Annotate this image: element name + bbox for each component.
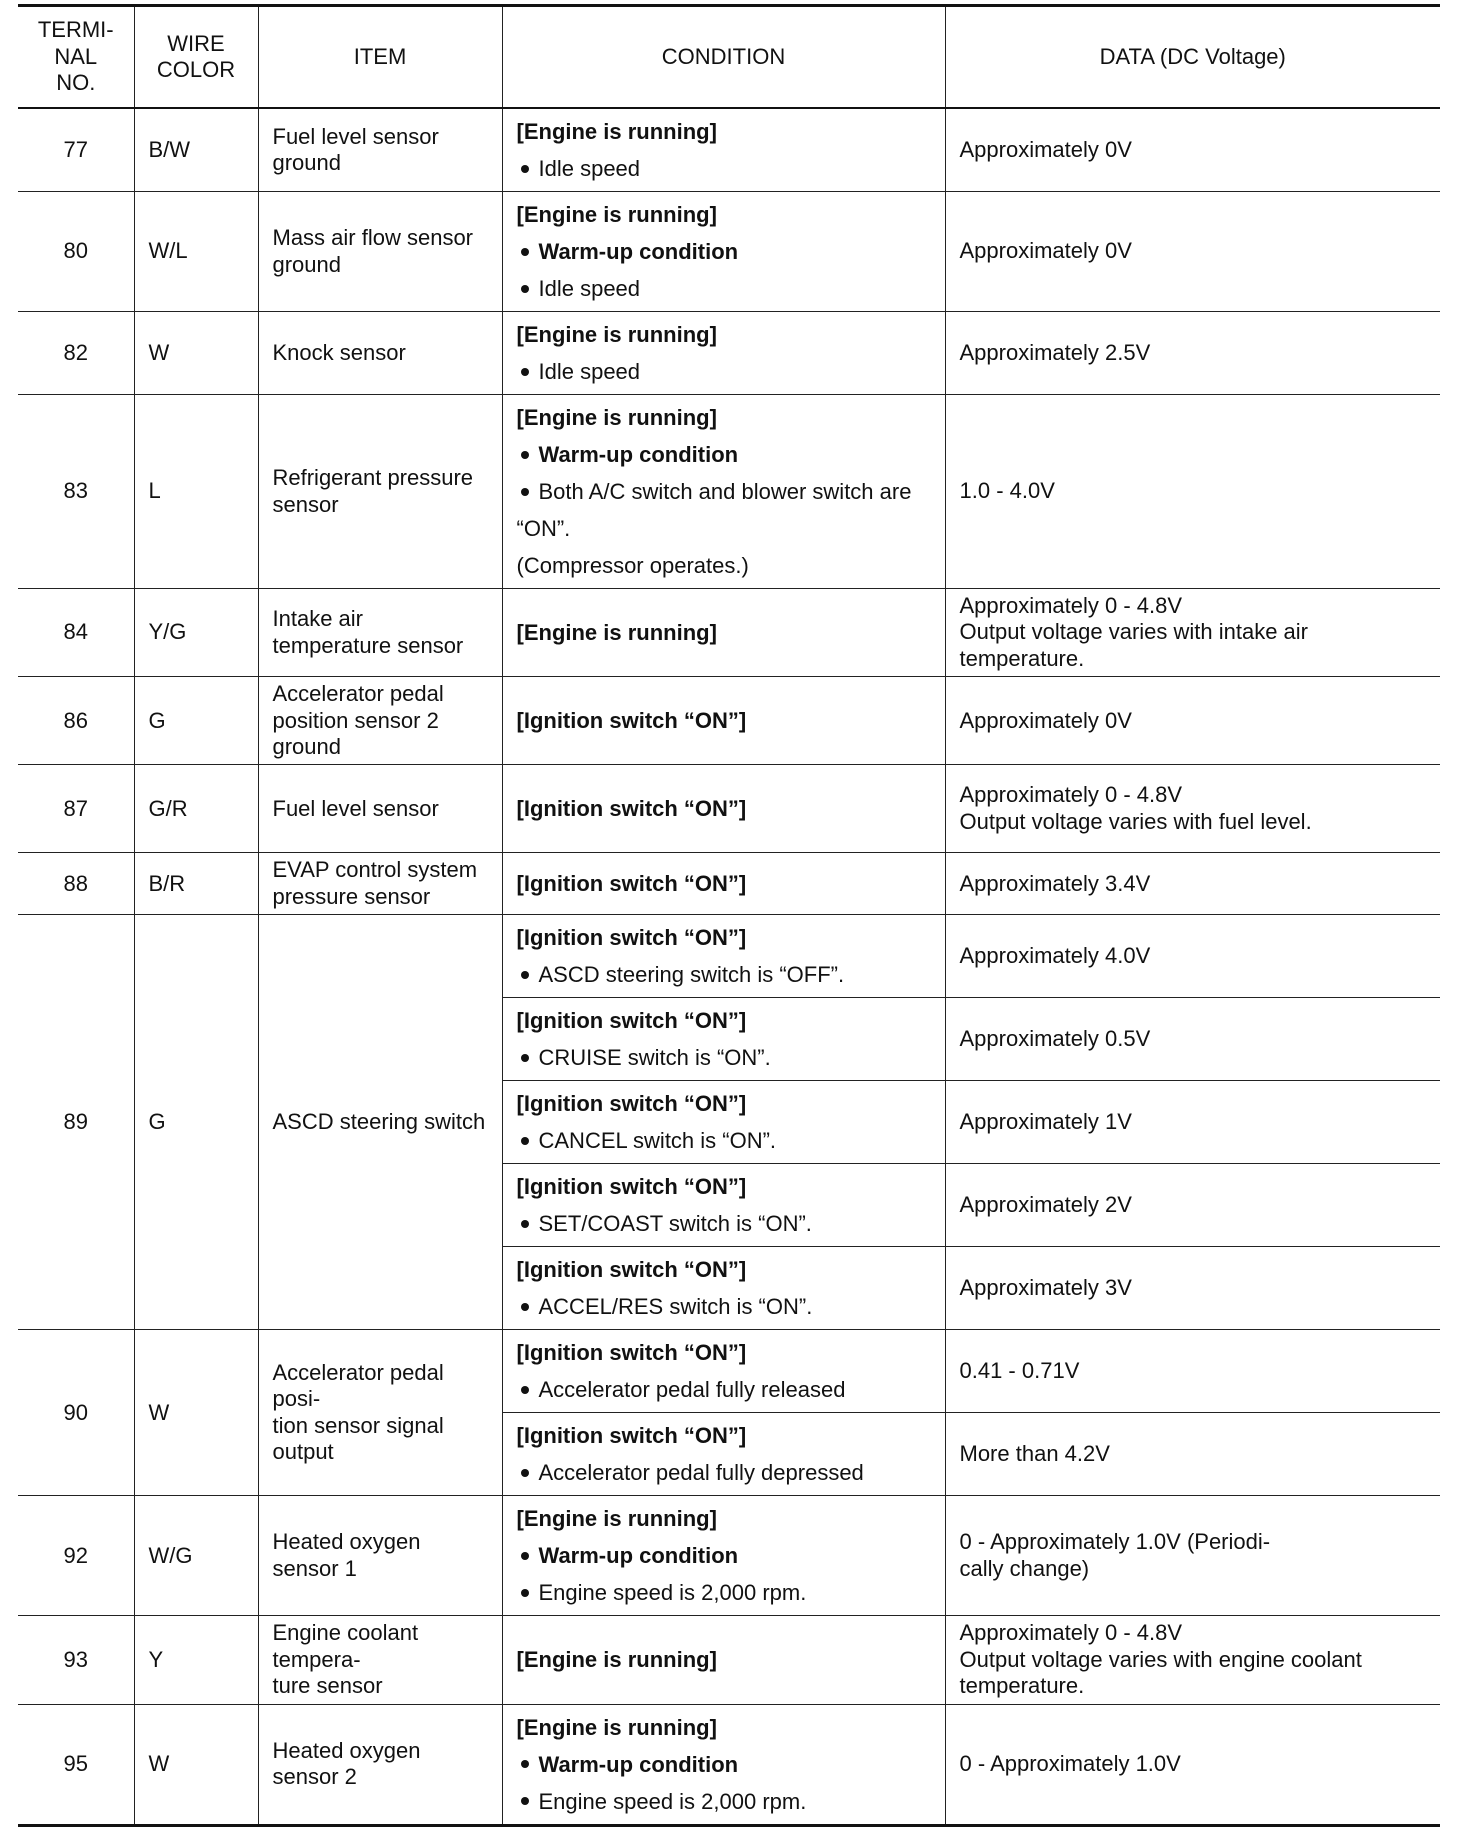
table-row [18,677,1440,765]
item: Knock sensor [258,312,502,395]
data-value: Approximately 0.5V [945,998,1440,1081]
data-value: Approximately 3.4V [945,853,1440,915]
bullet-icon [521,1760,529,1768]
bullet-icon [521,1054,529,1062]
condition-heading: [Engine is running] [516,1647,717,1673]
bullet-icon [521,971,529,979]
data-value: Approximately 0V [945,677,1440,765]
terminal-no: 77 [18,108,134,192]
condition-line: Warm-up condition [517,1537,931,1574]
table-row [18,1704,1440,1825]
condition [502,589,945,677]
bullet-icon [521,488,529,496]
bullet-icon [521,1589,529,1597]
wire-color: L [134,395,258,589]
terminal-no: 84 [18,589,134,677]
data-value: Approximately 0 - 4.8V Output voltage varies with intake air temperature. [945,589,1440,677]
bullet-icon [521,285,529,293]
table-row [18,1496,1440,1616]
header-data: DATA (DC Voltage) [945,6,1440,109]
table-row [18,312,1440,395]
table-row [18,589,1440,677]
item: Refrigerant pressure sensor [258,395,502,589]
condition [502,192,945,312]
data-value: Approximately 3V [945,1247,1440,1330]
condition [502,1247,945,1330]
condition-heading: [Ignition switch “ON”] [516,1174,747,1200]
item: Accelerator pedal posi- tion sensor signal output [258,1330,502,1496]
item: Heated oxygen sensor 1 [258,1496,502,1616]
condition [502,1496,945,1616]
condition-heading: [Ignition switch “ON”] [516,1091,747,1117]
wire-color: B/R [134,853,258,915]
condition [502,998,945,1081]
condition-heading: [Ignition switch “ON”] [516,1257,747,1283]
data-value: More than 4.2V [945,1413,1440,1496]
bullet-icon [521,1137,529,1145]
wire-color: W [134,1330,258,1496]
table-row [18,765,1440,853]
condition-heading: [Ignition switch “ON”] [516,1340,747,1366]
condition-line: CANCEL switch is “ON”. [517,1122,931,1159]
terminal-no: 82 [18,312,134,395]
header-wire-color: WIRE COLOR [134,6,258,109]
item: Fuel level sensor [258,765,502,853]
bullet-icon [521,1469,529,1477]
item: Intake air temperature sensor [258,589,502,677]
terminal-no: 83 [18,395,134,589]
condition [502,1616,945,1704]
condition [502,677,945,765]
condition-line: Idle speed [517,150,931,187]
terminal-no: 90 [18,1330,134,1496]
data-value: 0 - Approximately 1.0V [945,1704,1440,1825]
condition-heading: [Ignition switch “ON”] [516,1423,747,1449]
data-value: Approximately 2.5V [945,312,1440,395]
data-value: Approximately 0 - 4.8V Output voltage varies with engine coolant temperature. [945,1616,1440,1704]
wire-color: W [134,312,258,395]
condition-note: (Compressor operates.) [516,553,749,578]
condition-heading: [Engine is running] [516,1714,717,1740]
condition [502,1081,945,1164]
document-page [18,4,1440,1814]
data-value: 0 - Approximately 1.0V (Periodi- cally change) [945,1496,1440,1616]
data-value: 1.0 - 4.0V [945,395,1440,589]
wire-color: W/G [134,1496,258,1616]
header-terminal: TERMI- NAL NO. [18,6,134,109]
item: Accelerator pedal position sensor 2 ground [258,677,502,765]
data-value: Approximately 0 - 4.8V Output voltage varies with fuel level. [945,765,1440,853]
condition [502,1330,945,1413]
table-row [18,395,1440,589]
bullet-icon [521,1386,529,1394]
condition-line: ACCEL/RES switch is “ON”. [517,1288,931,1325]
table-row [18,1616,1440,1704]
condition [502,915,945,998]
table-row [18,1330,1440,1413]
wire-color: W/L [134,192,258,312]
wire-color: G/R [134,765,258,853]
data-value: Approximately 0V [945,108,1440,192]
condition-heading: [Engine is running] [516,405,717,430]
item: ASCD steering switch [258,915,502,1330]
condition-line: Idle speed [517,353,931,390]
bullet-icon [521,1797,529,1805]
condition [502,1164,945,1247]
condition-heading: [Engine is running] [516,322,717,347]
item: Heated oxygen sensor 2 [258,1704,502,1825]
condition-line: Warm-up condition [517,233,931,270]
wire-color: G [134,677,258,765]
condition-line: Engine speed is 2,000 rpm. [517,1783,931,1820]
item: Engine coolant tempera- ture sensor [258,1616,502,1704]
terminal-no: 93 [18,1616,134,1704]
condition [502,1413,945,1496]
data-value: 0.41 - 0.71V [945,1330,1440,1413]
header-row [18,6,1440,109]
condition-heading: [Engine is running] [516,1506,717,1532]
condition-heading: [Ignition switch “ON”] [516,925,747,951]
condition [502,853,945,915]
terminal-no: 89 [18,915,134,1330]
wire-color: Y/G [134,589,258,677]
bullet-icon [521,248,529,256]
condition-heading: [Ignition switch “ON”] [516,1008,747,1034]
item: Mass air flow sensor ground [258,192,502,312]
condition-line: Accelerator pedal fully released [517,1371,931,1408]
condition-heading: [Engine is running] [516,620,717,646]
item: EVAP control system pressure sensor [258,853,502,915]
condition [502,765,945,853]
terminal-no: 95 [18,1704,134,1825]
terminal-no: 92 [18,1496,134,1616]
wire-color: W [134,1704,258,1825]
wire-color: Y [134,1616,258,1704]
condition-line: CRUISE switch is “ON”. [517,1039,931,1076]
condition [502,1704,945,1825]
condition-line: Idle speed [517,270,931,307]
condition [502,395,945,589]
table-row [18,108,1440,192]
condition-line: Both A/C switch and blower switch are “ON”. [516,479,912,541]
item: Fuel level sensor ground [258,108,502,192]
data-value: Approximately 2V [945,1164,1440,1247]
terminal-no: 88 [18,853,134,915]
condition-line: Engine speed is 2,000 rpm. [517,1574,931,1611]
header-condition: CONDITION [502,6,945,109]
bullet-icon [521,368,529,376]
bullet-icon [521,451,529,459]
bullet-icon [521,1220,529,1228]
condition-heading: [Ignition switch “ON”] [516,871,747,897]
condition-line: Warm-up condition [517,1746,931,1783]
header-item: ITEM [258,6,502,109]
condition-heading: [Engine is running] [516,202,717,227]
condition-line: Warm-up condition [517,436,931,473]
data-value: Approximately 0V [945,192,1440,312]
condition-heading: [Engine is running] [516,119,717,144]
bullet-icon [521,1303,529,1311]
table-row [18,853,1440,915]
wire-color: B/W [134,108,258,192]
data-value: Approximately 1V [945,1081,1440,1164]
condition-line: SET/COAST switch is “ON”. [517,1205,931,1242]
condition-heading: [Ignition switch “ON”] [516,708,747,734]
condition-line: Accelerator pedal fully depressed [517,1454,931,1491]
bullet-icon [521,1552,529,1560]
bullet-icon [521,165,529,173]
terminal-no: 86 [18,677,134,765]
table-row [18,915,1440,998]
table-row [18,192,1440,312]
condition-line: ASCD steering switch is “OFF”. [517,956,931,993]
terminal-no: 80 [18,192,134,312]
data-value: Approximately 4.0V [945,915,1440,998]
wire-color: G [134,915,258,1330]
condition [502,312,945,395]
terminal-no: 87 [18,765,134,853]
terminal-data-table [18,4,1440,1827]
condition-heading: [Ignition switch “ON”] [516,796,747,822]
condition [502,108,945,192]
